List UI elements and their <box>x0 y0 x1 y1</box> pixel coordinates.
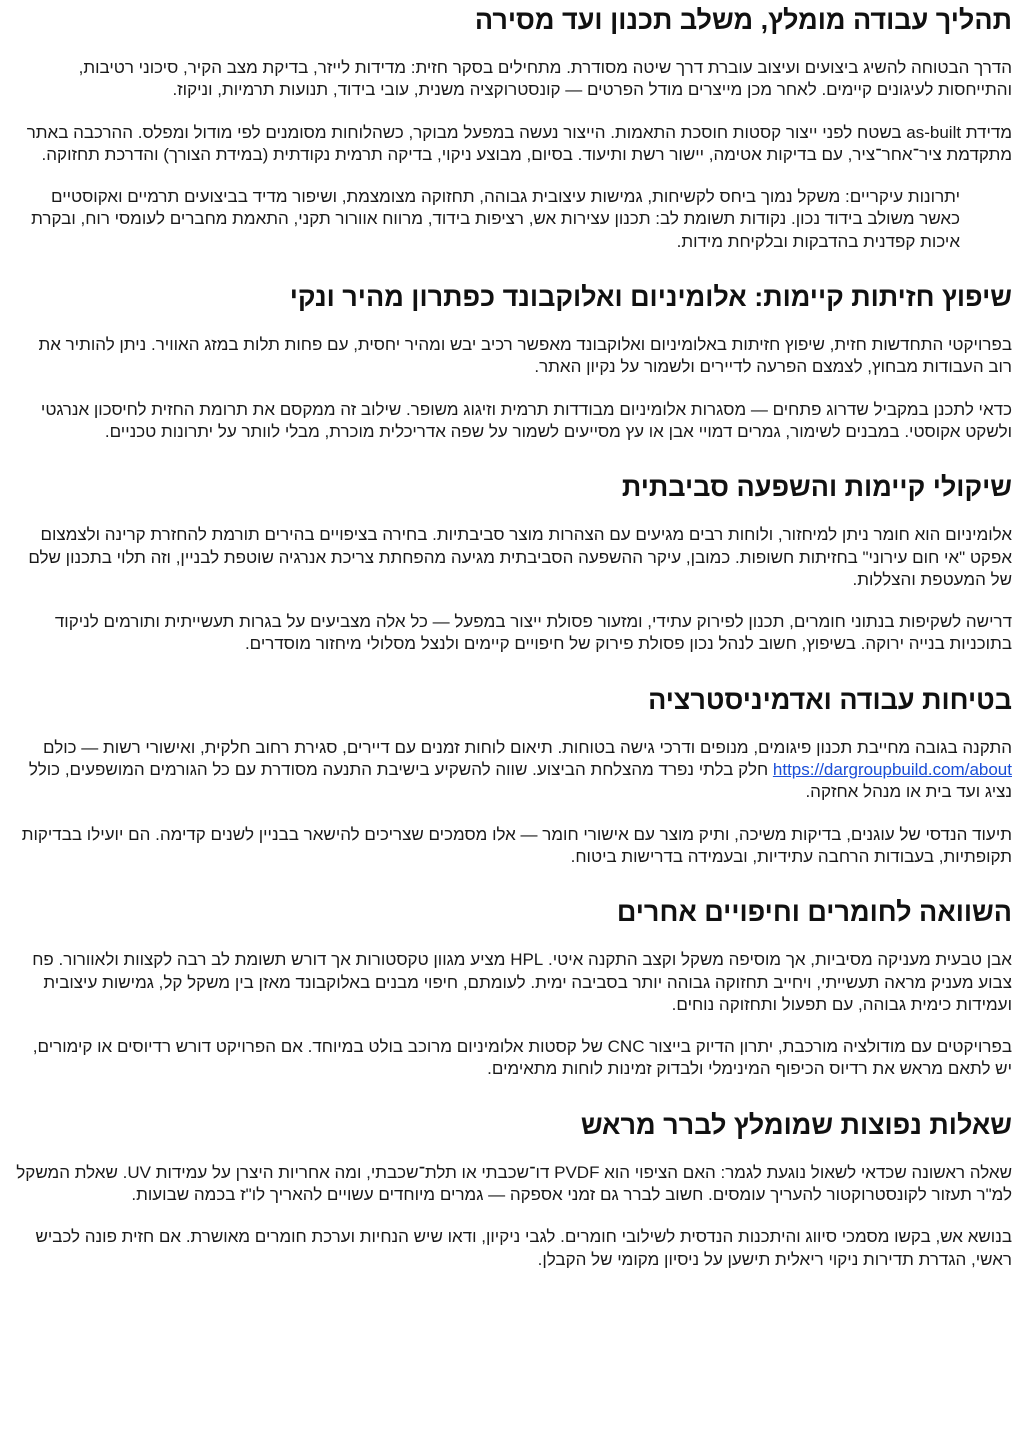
paragraph-text: התקנה בגובה מחייבת תכנון פיגומים, מנופים ודרכי גישה בטוחות. תיאום לוחות זמנים עם דיירים, סגירת רחוב חלקית, ואישורי רשות — כולם <box>43 737 1012 757</box>
paragraph: בפרויקטים עם מודולציה מורכבת, יתרון הדיוק בייצור CNC של קסטות אלומיניום מרוכב בולט במיוחד. אם הפרויקט דורש רדיוסים או קימורים, יש לתאם מראש את רדיוס הכיפוף המינימלי ולבדוק זמינות לוחות מתאימים. <box>32 1037 1012 1079</box>
section-title: תהליך עבודה מומלץ, משלב תכנון ועד מסירה <box>474 5 1012 35</box>
blockquote-text: יתרונות עיקריים: משקל נמוך ביחס לקשיחות, גמישות עיצובית גבוהה, תחזוקה מצומצמת, ושיפור מדיד בביצועים תרמיים ואקוסטיים כאשר משולב בידוד נכון. נקודות תשומת לב: תכנון עצירות אש, רציפות בידוד, מרווח אוורור תקני, התאמת מחברים לעומסי רוח, ובקרת איכות קפדנית בהדבקות ובלקיחת מידות. <box>31 187 960 251</box>
section-safety <box>14 683 1012 868</box>
paragraph-text: חלק בלתי נפרד מהצלחת הביצוע. שווה להשקיע בישיבת התנעה מסודרת עם כל הגורמים המושפעים, כולל נציג ועד בית או מנהל אחזקה. <box>28 760 1012 802</box>
section-sustainability <box>14 470 1012 655</box>
about-link[interactable]: https://dargroupbuild.com/about <box>772 760 1012 780</box>
section-faq <box>14 1108 1012 1271</box>
paragraph: שאלה ראשונה שכדאי לשאול נוגעת לגמר: האם הציפוי הוא PVDF דו־שכבתי או תלת־שכבתי, ומה אחריות היצרן על עמידות UV. שאלת המשקל למ"ר תעזור לקונסטרוקטור להעריך עומסים. חשוב לברר גם זמני אספקה — גמרים מיוחדים עשויים להאריך לו"ז בכמה שבועות. <box>16 1162 1012 1205</box>
section-title: בטיחות עבודה ואדמיניסטרציה <box>648 684 1012 715</box>
section-title: שיקולי קיימות והשפעה סביבתית <box>621 472 1012 503</box>
section-title: שאלות נפוצות שמומלץ לברר מראש <box>580 1109 1012 1140</box>
section-renovation <box>14 280 1012 443</box>
paragraph <box>14 737 1012 804</box>
paragraph: דרישה לשקיפות בנתוני חומרים, תכנון לפירוק עתידי, ומזעור פסולת ייצור במפעל — כל אלה מצביעים על בגרות תעשייתית ותורמים לניקוד בתוכניות בנייה ירוקה. בשיפוץ, חשוב לנהל נכון פסולת פירוק של חיפויים קיימים ולנצל מסלולי מיחזור מוסדרים. <box>54 612 1012 654</box>
paragraph: תיעוד הנדסי של עוגנים, בדיקות משיכה, ותיק מוצר עם אישורי חומר — אלו מסמכים שצריכים להישאר בבניין לשנים קדימה. הם יועילו בבדיקות תקופתיות, בעבודות הרחבה עתידיות, ובעמידה בדרישות ביטוח. <box>21 824 1012 866</box>
blockquote <box>14 186 960 253</box>
paragraph: אבן טבעית מעניקה מסיביות, אך מוסיפה משקל וקצב התקנה איטי. HPL מציע מגוון טקסטורות אך דורש תשומת לב רבה לקצוות ולאוורור. פח צבוע מעניק מראה תעשייתי, ויחייב תחזוקה גבוהה יותר בסביבה ימית. לעומתם, חיפוי מבנים באלוקבונד מאזן בין משקל קל, גמישות עיצובית ועמידות כימית גבוהה, עם תפעול ותחזוקה נוחים. <box>32 950 1012 1014</box>
paragraph: בפרויקטי התחדשות חזית, שיפוץ חזיתות באלומיניום ואלוקבונד מאפשר רכיב יבש ומהיר יחסית, עם פחות תלות במזג האוויר. ניתן להותיר את רוב העבודות מבחוץ, לצמצם הפרעה לדיירים ולשמור על נקיון האתר. <box>38 335 1012 377</box>
section-comparison <box>14 895 1012 1080</box>
section-workflow <box>14 0 1012 253</box>
paragraph: הדרך הבטוחה להשיג ביצועים ועיצוב עוברת דרך שיטה מסודרת. מתחילים בסקר חזית: מדידות לייזר, בדיקת מצב הקיר, סיכוני רטיבות, והתייחסות לעיגונים קיימים. לאחר מכן מייצרים מודל הפרטים — קונסטרוקציה משנית, עובי בידוד, תנועות תרמיות, וניקוז. <box>78 58 1012 100</box>
paragraph: אלומיניום הוא חומר ניתן למיחזור, ולוחות רבים מגיעים עם הצהרות מוצר סביבתיות. בחירה בציפויים בהירים תורמת להחזרת קרינה ולצמצום אפקט "אי חום עירוני" בחזיתות חשופות. כמובן, עיקר ההשפעה הסביבתית מגיעה מהפחתת צריכת אנרגיה שוטפת לבניין, וזה תלוי בתכנון שלם של המעטפת והצללות. <box>28 525 1012 589</box>
section-title: שיפוץ חזיתות קיימות: אלומיניום ואלוקבונד כפתרון מהיר ונקי <box>289 282 1012 313</box>
paragraph: מדידת as-built בשטח לפני ייצור קסטות חוסכת התאמות. הייצור נעשה במפעל מבוקר, כשהלוחות מסומנים לפי מודול ומפלס. ההרכבה באתר מתקדמת ציר־אחר־ציר, עם בדיקות אטימה, יישור רשת ותיעוד. בסיום, מבוצע ניקוי, בדיקה תרמית נקודתית (במידת הצורך) והדרכת תחזוקה. <box>26 122 1012 164</box>
paragraph: בנושא אש, בקשו מסמכי סיווג והיתכנות הנדסית לשילובי חומרים. לגבי ניקיון, ודאו שיש הנחיות וערכת חומרים מאושרת. אם חזית פונה לכביש ראשי, הגדרת תדירות ניקוי ריאלית תישען על ניסיון מקומי של הקבלן. <box>35 1227 1012 1269</box>
paragraph: כדאי לתכנן במקביל שדרוג פתחים — מסגרות אלומיניום מבודדות תרמית וזיגוג משופר. שילוב זה ממקסם את תרומת החזית לחיסכון אנרגטי ולשקט אקוסטי. במבנים לשימור, גמרים דמויי אבן או עץ מסייעים לשמור על שפה אדריכלית מוכרת, מבלי לוותר על יתרונות טכניים. <box>40 399 1012 441</box>
section-title: השוואה לחומרים וחיפויים אחרים <box>616 897 1012 928</box>
